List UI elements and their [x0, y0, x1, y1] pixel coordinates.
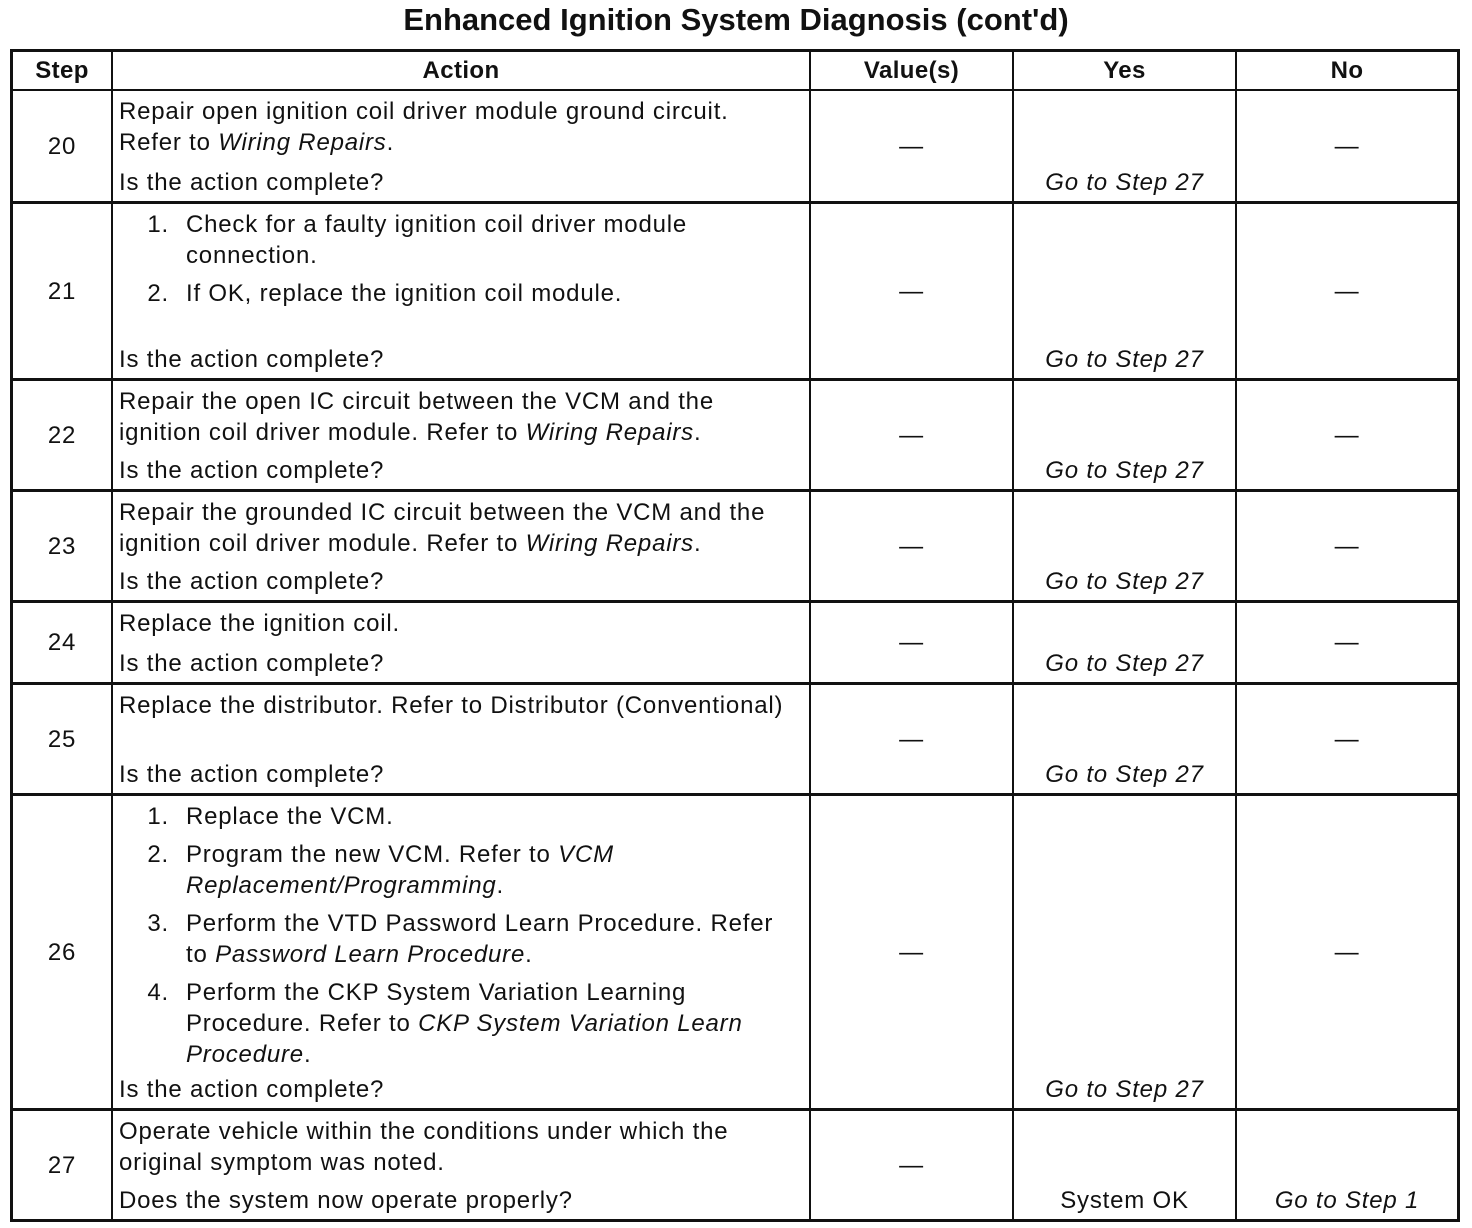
action-line — [186, 839, 773, 870]
step-row-21 — [13, 204, 1457, 381]
value-cell: — — [811, 91, 1014, 201]
action-line — [186, 1008, 773, 1039]
action-cell — [113, 603, 811, 682]
list-number: 3. — [147, 910, 169, 937]
action-list-item — [119, 977, 773, 1070]
action-line: Operate vehicle within the conditions under which the — [119, 1118, 729, 1145]
yes-result: Go to Step 27 — [1045, 650, 1204, 677]
header-action: Action — [113, 52, 811, 89]
header-values: Value(s) — [811, 52, 1014, 89]
no-cell: — — [1334, 629, 1360, 656]
action-instructions — [119, 497, 765, 559]
action-line: Replace the ignition coil. — [119, 610, 400, 637]
action-instructions — [119, 690, 783, 721]
action-question: Is the action complete? — [119, 650, 385, 677]
action-text: . — [693, 419, 702, 446]
action-line: Replace the distributor. Refer to Distributor (Conventional) — [119, 692, 784, 719]
step-number: 26 — [13, 796, 113, 1108]
action-text: . — [496, 872, 504, 899]
action-text: ignition coil driver module. Refer to — [119, 530, 526, 557]
action-list-item — [119, 908, 773, 970]
header-no: No — [1330, 57, 1364, 84]
action-cell — [113, 204, 811, 378]
action-line: Replace the VCM. — [186, 803, 394, 830]
action-line: original symptom was noted. — [119, 1149, 445, 1176]
action-line: Repair open ignition coil driver module ground circuit. — [119, 98, 729, 125]
step-row-22 — [13, 381, 1457, 492]
action-list-item — [119, 839, 773, 901]
value-cell: — — [811, 381, 1014, 489]
no-cell: — — [1334, 132, 1360, 160]
action-cell — [113, 1111, 811, 1219]
yes-result: Go to Step 27 — [1045, 568, 1204, 595]
value-cell: — — [811, 1111, 1014, 1219]
reference-text: Replacement/Programming — [186, 872, 497, 899]
action-line: Repair the open IC circuit between the VCM and the — [119, 388, 714, 415]
action-line: Check for a faulty ignition coil driver module — [186, 211, 688, 238]
yes-result: Go to Step 27 — [1045, 761, 1204, 788]
yes-cell — [1014, 492, 1237, 600]
reference-text: Wiring Repairs — [218, 129, 387, 156]
value-cell: — — [811, 204, 1014, 378]
action-line — [186, 1039, 773, 1070]
action-instructions — [119, 386, 714, 448]
page-title: Enhanced Ignition System Diagnosis (cont'd) — [403, 2, 1069, 37]
action-list-item — [119, 278, 687, 309]
action-question: Is the action complete? — [119, 169, 385, 196]
step-number: 21 — [13, 204, 113, 378]
yes-result: Go to Step 27 — [1045, 169, 1204, 196]
action-cell — [113, 381, 811, 489]
no-cell: — — [1334, 938, 1360, 966]
no-cell: — — [1334, 277, 1360, 305]
diagnosis-table — [10, 49, 1460, 1222]
action-question: Is the action complete? — [119, 346, 385, 373]
yes-result: Go to Step 27 — [1045, 457, 1204, 484]
action-question: Does the system now operate properly? — [119, 1187, 573, 1214]
step-row-26 — [13, 796, 1457, 1111]
action-instructions — [119, 608, 400, 639]
action-text: ignition coil driver module. Refer to — [119, 419, 526, 446]
action-line: Repair the grounded IC circuit between the VCM and the — [119, 499, 766, 526]
no-cell: — — [1334, 532, 1360, 560]
list-number: 2. — [147, 280, 169, 307]
step-number: 22 — [13, 381, 113, 489]
yes-result: Go to Step 27 — [1045, 346, 1204, 373]
step-row-25 — [13, 685, 1457, 796]
step-number: 27 — [13, 1111, 113, 1219]
action-cell — [113, 492, 811, 600]
yes-cell — [1014, 685, 1237, 793]
action-list-item — [119, 801, 773, 832]
action-text: Procedure. Refer to — [186, 1010, 419, 1037]
action-cell — [113, 91, 811, 201]
no-cell — [1237, 1111, 1457, 1219]
action-instructions — [119, 1116, 728, 1178]
yes-cell — [1014, 381, 1237, 489]
step-row-27 — [13, 1111, 1457, 1219]
step-number: 20 — [13, 91, 113, 201]
no-result: Go to Step 1 — [1274, 1187, 1420, 1214]
action-line — [186, 939, 773, 970]
action-text: Refer to — [119, 129, 219, 156]
yes-cell — [1014, 1111, 1237, 1219]
action-question: Is the action complete? — [119, 457, 385, 484]
reference-text: VCM — [558, 841, 614, 868]
action-instructions — [119, 801, 773, 1070]
action-text: . — [303, 1041, 312, 1068]
action-text: to — [186, 941, 216, 968]
action-list-item — [119, 209, 687, 271]
action-cell — [113, 796, 811, 1108]
step-row-20 — [13, 91, 1457, 204]
yes-cell — [1014, 91, 1237, 201]
action-line — [119, 417, 714, 448]
value-cell: — — [811, 492, 1014, 600]
yes-cell — [1014, 603, 1237, 682]
step-number: 23 — [13, 492, 113, 600]
action-question: Is the action complete? — [119, 568, 385, 595]
header-row — [13, 52, 1457, 91]
step-number: 25 — [13, 685, 113, 793]
yes-result: Go to Step 27 — [1045, 1076, 1204, 1103]
action-instructions — [119, 209, 687, 309]
reference-text: CKP System Variation Learn — [418, 1010, 743, 1037]
reference-text: Wiring Repairs — [525, 419, 694, 446]
action-instructions — [119, 96, 729, 158]
no-cell: — — [1334, 725, 1360, 753]
action-question: Is the action complete? — [119, 1076, 385, 1103]
step-row-23 — [13, 492, 1457, 603]
action-text: . — [386, 129, 395, 156]
value-cell: — — [811, 603, 1014, 682]
list-number: 1. — [147, 803, 169, 830]
action-line: Perform the VTD Password Learn Procedure. Refer — [186, 910, 774, 937]
yes-result: System OK — [1060, 1187, 1189, 1214]
action-text: . — [693, 530, 702, 557]
action-line — [119, 127, 729, 158]
step-row-24 — [13, 603, 1457, 685]
no-cell: — — [1334, 421, 1360, 449]
action-cell — [113, 685, 811, 793]
list-number: 2. — [147, 841, 169, 868]
reference-text: Procedure — [186, 1041, 304, 1068]
action-text: Program the new VCM. Refer to — [186, 841, 559, 868]
reference-text: Password Learn Procedure — [215, 941, 526, 968]
step-number: 24 — [13, 603, 113, 682]
action-line — [119, 528, 765, 559]
action-line: Perform the CKP System Variation Learning — [186, 979, 687, 1006]
yes-cell — [1014, 204, 1237, 378]
value-cell: — — [811, 685, 1014, 793]
yes-cell — [1014, 796, 1237, 1108]
action-line: connection. — [186, 242, 318, 269]
list-number: 4. — [147, 979, 169, 1006]
action-line — [186, 870, 773, 901]
value-cell: — — [811, 796, 1014, 1108]
reference-text: Wiring Repairs — [525, 530, 694, 557]
action-line: If OK, replace the ignition coil module. — [186, 280, 623, 307]
header-yes: Yes — [1014, 52, 1237, 89]
action-question: Is the action complete? — [119, 761, 385, 788]
action-text: . — [525, 941, 533, 968]
header-step: Step — [13, 52, 113, 89]
list-number: 1. — [147, 211, 169, 238]
